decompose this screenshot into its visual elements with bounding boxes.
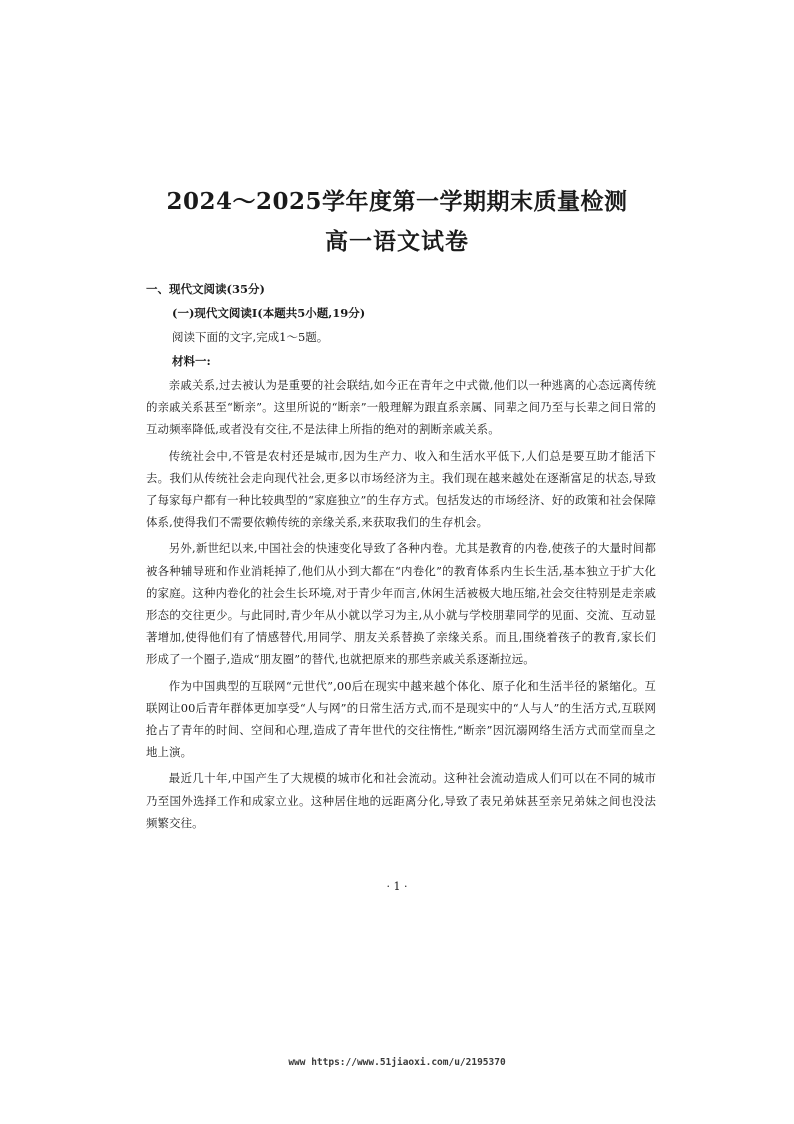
paragraph: 亲戚关系,过去被认为是重要的社会联结,如今正在青年之中式微,他们以一种逃离的心态远离传统的亲戚关系甚至“断亲”。这里所说的“断亲”一般理解为跟直系亲属、同辈之间乃至与长辈之间日常的互动频率降低,或者没有交往,不是法律上所指的绝对的割断亲戚关系。 xyxy=(146,378,656,437)
exam-subtitle: 高一语文试卷 xyxy=(325,228,469,255)
material-body xyxy=(146,374,656,834)
paragraph: 最近几十年,中国产生了大规模的城市化和社会流动。这种社会流动造成人们可以在不同的城市乃至国外选择工作和成家立业。这种居住地的远距离分化,导致了表兄弟妹甚至亲兄弟妹之间也没法频繁交往。 xyxy=(146,771,656,830)
reading-instruction: 阅读下面的文字,完成1～5题。 xyxy=(172,330,329,344)
page-number: · 1 · xyxy=(386,880,408,893)
section-heading: 一、现代文阅读(35分) xyxy=(146,282,265,296)
exam-title: 2024～2025学年度第一学期期末质量检测 xyxy=(166,188,628,215)
material-label: 材料一: xyxy=(172,354,211,368)
paragraph: 作为中国典型的互联网“元世代”,00后在现实中越来越个体化、原子化和生活半径的紧缩化。互联网让00后青年群体更加享受“人与网”的日常生活方式,而不是现实中的“人与人”的生活方式,互联网抢占了青年的时间、空间和心理,造成了青年世代的交往惰性,“断亲”因沉溺网络生活方式而堂而皇之地上演。 xyxy=(146,678,656,760)
paragraph: 另外,新世纪以来,中国社会的快速变化导致了各种内卷。尤其是教育的内卷,使孩子的大量时间都被各种辅导班和作业消耗掉了,他们从小到大都在“内卷化”的教育体系内生长生活,基本独立于扩大化的家庭。这种内卷化的社会生长环境,对于青少年而言,休闲生活被极大地压缩,社会交往特别是走亲戚形态的交往更少。与此同时,青少年从小就以学习为主,从小就与学校朋辈同学的见面、交流、互动显著增加,使得他们有了情感替代,用同学、朋友关系替换了亲缘关系。而且,围绕着孩子的教育,家长们形成了一个圈子,造成“朋友圈”的替代,也就把原来的那些亲戚关系逐渐拉远。 xyxy=(146,541,656,667)
watermark-url: www https://www.51jiaoxi.com/u/2195370 xyxy=(288,1057,506,1068)
paragraph: 传统社会中,不管是农村还是城市,因为生产力、收入和生活水平低下,人们总是要互助才能活下去。我们从传统社会走向现代社会,更多以市场经济为主。我们现在越来越处在逐渐富足的状态,导致了每家每户都有一种比较典型的“家庭独立”的生存方式。包括发达的市场经济、好的政策和社会保障体系,使得我们不需要依赖传统的亲缘关系,来获取我们的生存机会。 xyxy=(146,448,656,530)
subsection-heading: (一)现代文阅读Ⅰ(本题共5小题,19分) xyxy=(172,306,366,320)
